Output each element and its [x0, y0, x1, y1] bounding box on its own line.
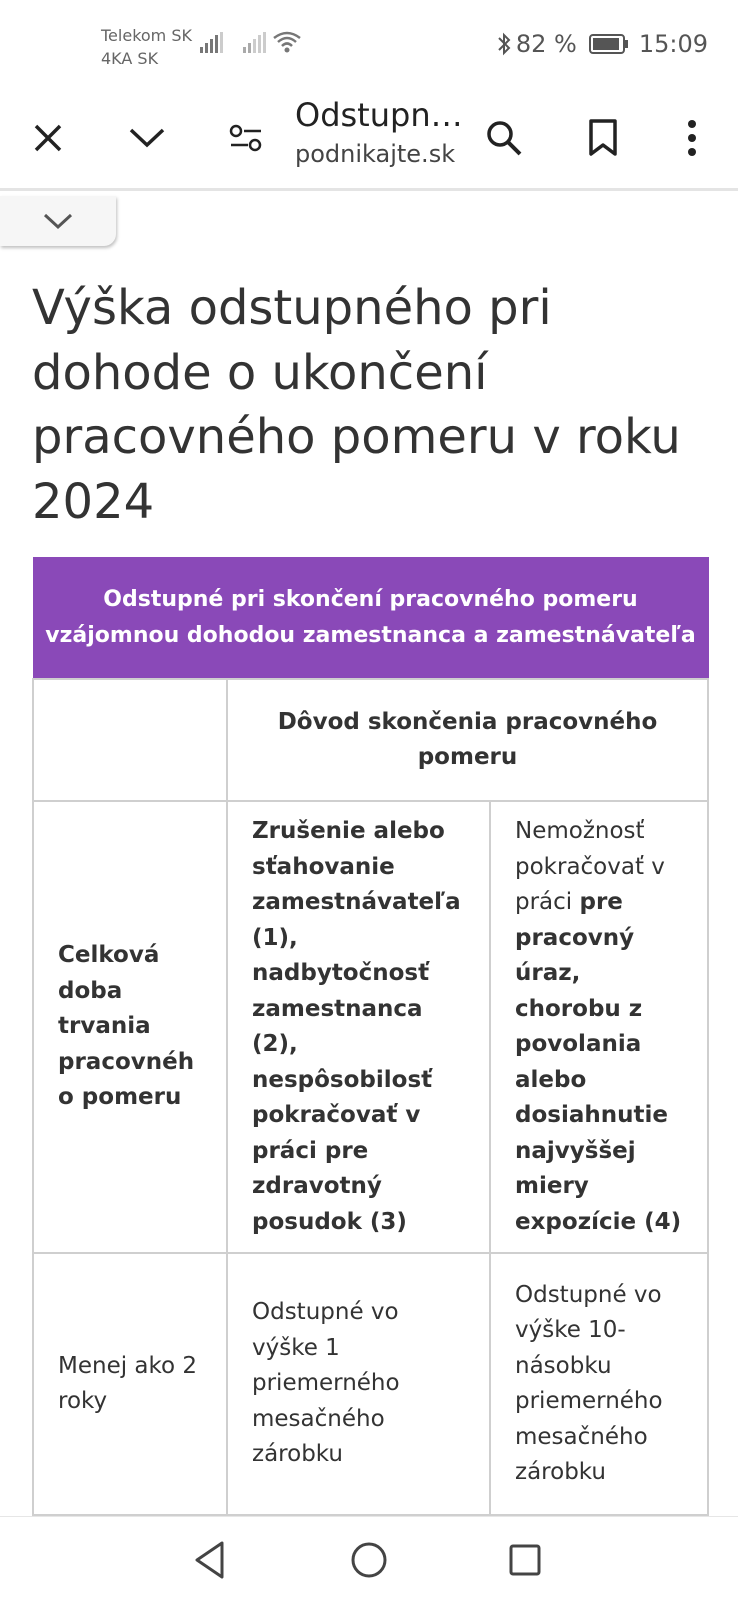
expand-toolbar-tab[interactable] — [0, 196, 116, 246]
page-settings-button[interactable] — [218, 110, 274, 166]
page-title[interactable]: Odstupn… — [295, 96, 463, 134]
signal-icon — [243, 32, 267, 54]
bookmark-icon — [588, 119, 618, 157]
bluetooth-icon — [496, 31, 512, 57]
table-row — [33, 1253, 708, 1515]
reason-col-2-header — [490, 801, 708, 1253]
back-button[interactable] — [183, 1533, 237, 1587]
status-bar — [0, 0, 738, 90]
battery-icon — [589, 34, 629, 54]
battery-percent: 82 % — [515, 30, 577, 58]
chevron-down-icon — [42, 211, 74, 231]
wifi-icon — [272, 30, 302, 54]
reason-col-2-normal: Nemožnosť pokračovať v práci — [515, 818, 665, 915]
close-icon — [32, 122, 64, 154]
home-button[interactable] — [342, 1533, 396, 1587]
search-icon — [485, 119, 523, 157]
back-nav-icon — [192, 1540, 228, 1580]
chevron-down-icon — [128, 126, 166, 150]
status-right — [496, 30, 708, 58]
recents-button[interactable] — [498, 1533, 552, 1587]
article-title: Výška odstupného pri dohode o ukončení pracovného pomeru v roku 2024 — [32, 280, 681, 530]
more-options-button[interactable] — [664, 110, 720, 166]
carrier-name-1: Telekom SK — [101, 26, 192, 45]
duration-cell: Menej ako 2 roky — [33, 1253, 227, 1515]
search-button[interactable] — [476, 110, 532, 166]
reason-header: Dôvod skončenia pracovného pomeru — [227, 679, 708, 801]
empty-cell — [33, 679, 227, 801]
bookmark-button[interactable] — [575, 110, 631, 166]
toolbar-divider — [0, 188, 738, 191]
carrier-info — [101, 24, 192, 70]
severance-cell: Odstupné vo výške 1 priemerného mesačného zárobku — [227, 1253, 490, 1515]
page-settings-icon — [229, 123, 263, 153]
minimize-button[interactable] — [119, 110, 175, 166]
close-button[interactable] — [20, 110, 76, 166]
duration-header: Celková doba trvania pracovného pomeru — [33, 801, 227, 1253]
home-nav-icon — [349, 1540, 389, 1580]
clock: 15:09 — [638, 30, 708, 58]
more-vert-icon — [687, 120, 697, 156]
carrier-name-2: 4KA SK — [101, 49, 159, 68]
reason-col-2-bold: pre pracovný úraz, chorobu z povolania alebo dosiahnutie najvyššej miery expozície (4) — [515, 889, 682, 1235]
severance-table — [32, 557, 707, 1582]
table-caption: Odstupné pri skončení pracovného pomeru vzájomnou dohodou zamestnanca a zamestnávateľa — [33, 558, 708, 680]
signal-icon — [200, 32, 224, 54]
severance-cell: Odstupné vo výške 10-násobku priemerného mesačného zárobku — [490, 1253, 708, 1515]
page-domain[interactable]: podnikajte.sk — [295, 140, 456, 168]
recents-nav-icon — [507, 1542, 543, 1578]
reason-col-1-header: Zrušenie alebo sťahovanie zamestnávateľa (1), nadbytočnosť zamestnanca (2), nespôsobilosť pokračovať v práci pre zdravotný posudok (3) — [227, 801, 490, 1253]
system-nav-bar — [0, 1516, 738, 1601]
